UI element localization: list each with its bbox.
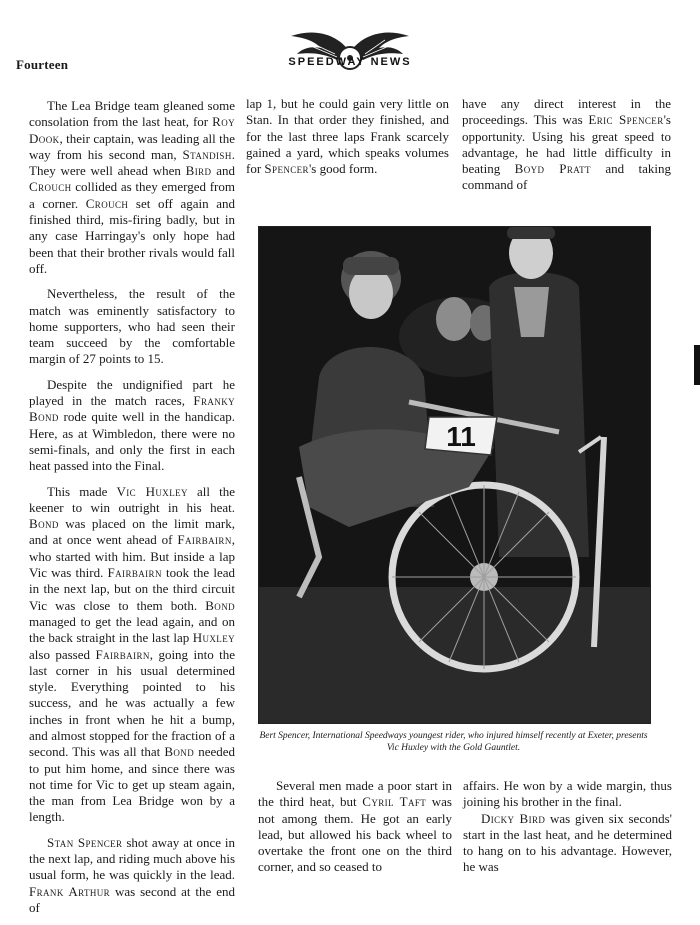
paragraph: This made Vic Huxley all the keener to win outright in his heat. Bond was placed on the limit mark, and at once went ahead of Fairbairn, who started with him. But inside a lap Vic was third. Fairbairn took the lead in the next lap, but on the third circuit Vic was close to them both. Bond managed to get the lead again, and on the back straight in the last lap Huxley also passed Fairbairn, going into the last corner in his usual determined style. Everything pointed to his success, and he was actually a few inches in front when he hit a bump, and almost stopped for the fraction of a second. This was all that Bond needed to put him home, and since there was not time for Vic to get up steam again, the man from Lea Bridge won by a length. bbox=[29, 483, 235, 825]
paragraph: Despite the undignified part he played in the match races, Franky Bond rode quite well in the handicap. Here, as at Wimbledon, there were no semi-finals, and only the first in each heat passed into the Final. bbox=[29, 376, 235, 474]
photo-caption: Bert Spencer, International Speedways youngest rider, who injured himself recently at Exeter, presents Vic Huxley with the Gold Gauntlet. bbox=[259, 731, 648, 753]
page-number: Fourteen bbox=[16, 57, 69, 72]
article-column-1 bbox=[29, 98, 235, 925]
speedway-riders-photo bbox=[259, 227, 650, 723]
paragraph: Dicky Bird was given six seconds' start in the last heat, and he determined to hang on to his advantage. However, he was bbox=[463, 810, 672, 875]
masthead-title: SPEEDWAY NEWS bbox=[288, 56, 412, 68]
margin-binding-mark bbox=[694, 345, 700, 385]
masthead-logo bbox=[285, 26, 415, 82]
paragraph: Several men made a poor start in the third heat, but Cyril Taft was not among them. He got an early lead, but allowed his back wheel to overtake the front one on the third corner, and so ceased to bbox=[258, 778, 452, 875]
paragraph: have any direct interest in the proceedings. This was Eric Spencer's opportunity. Using his great speed to advantage, he had little difficulty in beating Boyd Pratt and taking command of bbox=[462, 96, 671, 193]
article-column-3-top bbox=[462, 96, 671, 203]
paragraph: affairs. He won by a wide margin, thus joining his brother in the final. bbox=[463, 778, 672, 810]
press-photo bbox=[258, 226, 651, 724]
paragraph: The Lea Bridge team gleaned some consolation from the last heat, for Roy Dook, their captain, was leading all the way from his second man, Standish. They were well ahead when Bird and Crouch collided as they emerged from a corner. Crouch set off again and finished third, mis-firing badly, but in any case Harringay's only hope had been that their brother rivals would fall off. bbox=[29, 98, 235, 276]
article-column-3-bottom bbox=[463, 778, 672, 876]
paragraph: lap 1, but he could gain very little on Stan. In that order they finished, and for the last three laps Frank scarcely gained a yard, which speaks volumes for Spencer's good form. bbox=[246, 96, 449, 177]
paragraph: Stan Spencer shot away at once in the next lap, and riding much above his usual form, he was quickly in the lead. Frank Arthur was second at the end of bbox=[29, 834, 235, 915]
paragraph: Nevertheless, the result of the match was eminently satisfactory to home supporters, who had seen their team succeed by the comfortable margin of 27 points to 15. bbox=[29, 286, 235, 367]
race-number-plate: 11 bbox=[446, 421, 476, 452]
winged-wheel-icon bbox=[285, 26, 415, 82]
article-column-2-bottom bbox=[258, 778, 452, 885]
article-column-2-top bbox=[246, 96, 449, 186]
